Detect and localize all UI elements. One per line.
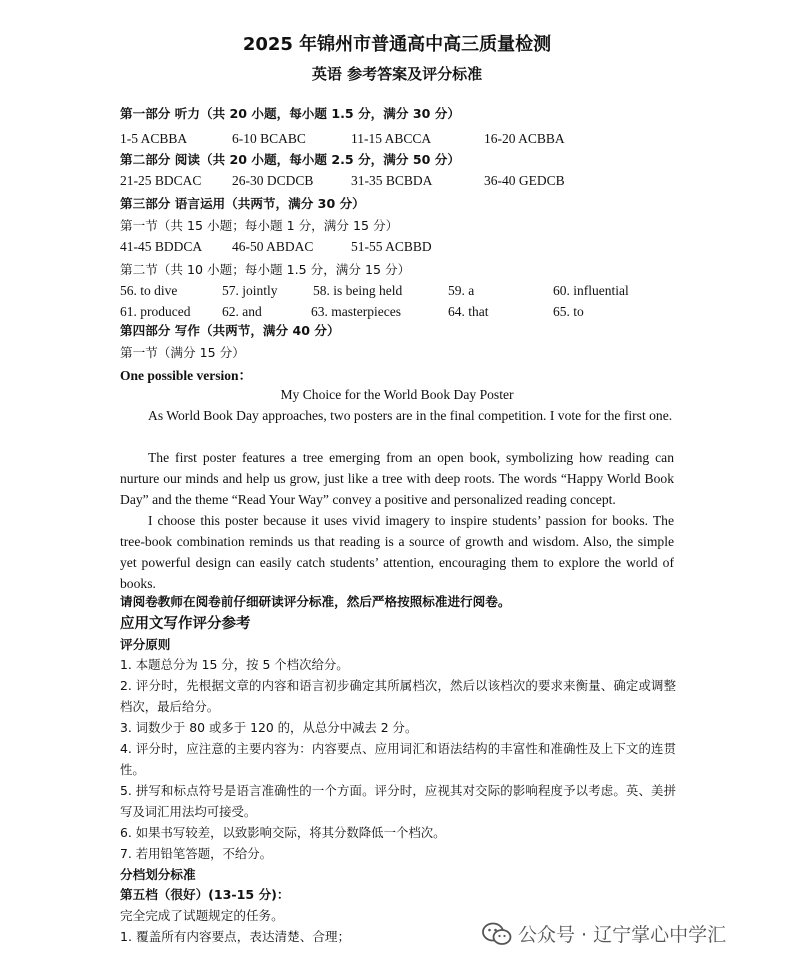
part1-heading: 第一部分 听力（共 20 小题，每小题 1.5 分，满分 30 分） [120,106,460,121]
level5-line: 1. 覆盖所有内容要点，表达清楚、合理； [120,929,351,944]
part2-heading: 第二部分 阅读（共 20 小题，每小题 2.5 分，满分 50 分） [120,152,460,167]
part3-section2-answer: 59. a [448,283,475,298]
principle-item: 4. 评分时，应注意的主要内容为：内容要点、应用词汇和语法结构的丰富性和准确性及上下文的连贯性。 [120,741,676,777]
principle-item: 5. 拼写和标点符号是语言准确性的一个方面。评分时，应视其对交际的影响程度予以考虑。英、美拼写及词汇用法均可接受。 [120,783,676,819]
part2-answer: 26-30 DCDCB [232,173,314,188]
level5-heading: 第五档（很好）(13-15 分)： [120,887,290,902]
essay-paragraph: The first poster features a tree emerging from an open book, symbolizing how reading can nurture our minds and help us grow, just like a tree with deep roots. The words “Happy World Book Day” and the theme “Read Your Way” convey a positive and personalized reading concept. [120,450,674,507]
level5-line: 完全完成了试题规定的任务。 [120,908,284,923]
principle-item: 6. 如果书写较差，以致影响交际，将其分数降低一个档次。 [120,825,446,840]
part3-section2-answer: 61. produced [120,304,191,319]
page-subtitle: 英语 参考答案及评分标准 [311,65,483,83]
part2-answer: 21-25 BDCAC [120,173,202,188]
wechat-icon [482,922,512,946]
page-title: 2025 年锦州市普通高中高三质量检测 [242,34,552,55]
principle-item: 7. 若用铅笔答题，不给分。 [120,846,273,861]
grading-title: 应用文写作评分参考 [120,616,251,632]
part3-section2-answer: 65. to [553,304,584,319]
watermark [482,920,726,947]
principle-item: 2. 评分时，先根据文章的内容和语言初步确定其所属档次，然后以该档次的要求来衡量、确定或调整档次，最后给分。 [120,678,676,714]
part1-answer: 6-10 BCABC [232,131,306,146]
part3-section1-answer: 41-45 BDDCA [120,239,203,254]
essay-paragraph: I choose this poster because it uses vivid imagery to inspire students’ passion for books. The tree-book combination reminds us that reading is a source of growth and wisdom. Also, the simple yet powerful design can easily catch students’ attention, encouraging them to explore the world of books. [120,513,674,591]
part1-answer: 16-20 ACBBA [484,131,565,146]
essay-paragraph: As World Book Day approaches, two posters are in the final competition. I vote for the first one. [148,408,673,423]
principle-item: 3. 词数少于 80 或多于 120 的，从总分中减去 2 分。 [120,720,418,735]
part3-section2-answer: 63. masterpieces [311,304,401,319]
part3-section2-answer: 56. to dive [120,283,178,298]
levels-heading: 分档划分标准 [120,867,196,882]
part2-answer: 36-40 GEDCB [484,173,565,188]
part2-answer: 31-35 BCBDA [351,173,433,188]
part3-section1-answer: 51-55 ACBBD [351,239,432,254]
grading-notice: 请阅卷教师在阅卷前仔细研读评分标准，然后严格按照标准进行阅卷。 [120,594,511,609]
version-label: One possible version： [120,368,253,383]
part3-section2-answer: 57. jointly [222,283,278,298]
part3-section2-answer: 64. that [448,304,489,319]
principles-heading: 评分原则 [120,637,171,652]
part3-section2-answer: 62. and [222,304,262,319]
part3-section2-heading: 第二节（共 10 小题；每小题 1.5 分，满分 15 分） [120,262,411,277]
principle-item: 1. 本题总分为 15 分，按 5 个档次给分。 [120,657,349,672]
part3-heading: 第三部分 语言运用（共两节，满分 30 分） [120,196,365,211]
part3-section2-answer: 60. influential [553,283,629,298]
part3-section2-answer: 58. is being held [313,283,403,298]
part4-heading: 第四部分 写作（共两节，满分 40 分） [120,323,340,338]
part3-section1-heading: 第一节（共 15 小题；每小题 1 分，满分 15 分） [120,218,399,233]
watermark-text: 公众号 · 辽宁掌心中学汇 [518,924,727,946]
part1-answer: 1-5 ACBBA [120,131,188,146]
part3-section1-answer: 46-50 ABDAC [232,239,314,254]
essay-title: My Choice for the World Book Day Poster [280,387,514,402]
part4-section1-heading: 第一节（满分 15 分） [120,345,245,360]
part1-answer: 11-15 ABCCA [351,131,432,146]
